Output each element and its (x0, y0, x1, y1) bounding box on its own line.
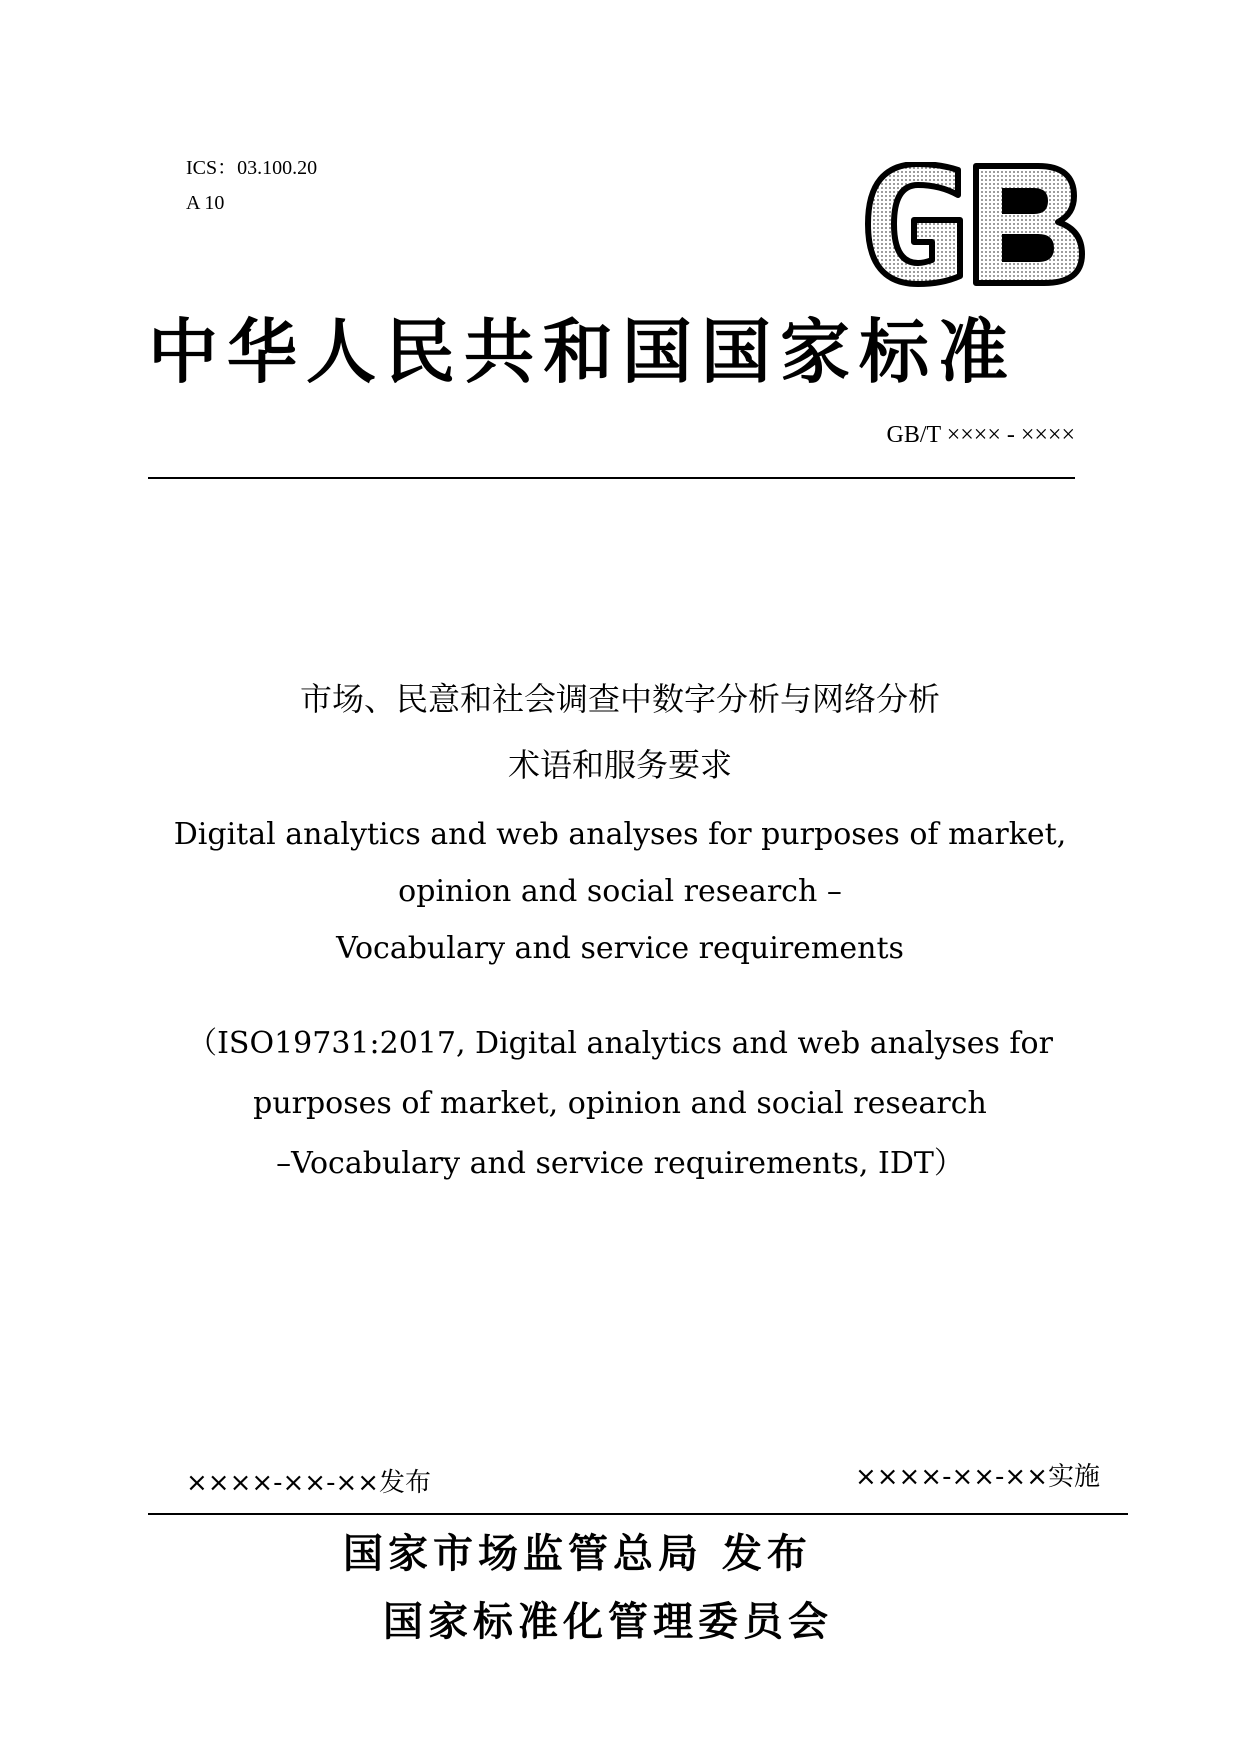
national-standard-title: 中华人民共和国国家标准 (148, 311, 1017, 393)
header-divider (148, 477, 1075, 479)
english-title-line-1: Digital analytics and web analyses for purposes of market, (173, 817, 1067, 852)
issuer-line-1: 国家市场监管总局 发布 (343, 1531, 812, 1577)
iso-reference-line-3: –Vocabulary and service requirements, IDT） (276, 1146, 964, 1181)
gb-logo-icon (860, 162, 1090, 287)
issuer-line-2: 国家标准化管理委员会 (383, 1599, 833, 1645)
english-title-line-2: opinion and social research – (398, 874, 842, 909)
implementation-date: ××××-××-××实施 (854, 1462, 1100, 1492)
release-date: ××××-××-××发布 (186, 1468, 432, 1498)
standard-number: GB/T ×××× - ×××× (886, 422, 1075, 448)
english-title-line-3: Vocabulary and service requirements (336, 931, 904, 966)
ics-code: ICS：03.100.20 (186, 157, 318, 179)
iso-reference-line-2: purposes of market, opinion and social research (253, 1086, 987, 1121)
footer-divider (148, 1513, 1128, 1515)
ccs-code: A 10 (186, 192, 225, 214)
chinese-title-line-2: 术语和服务要求 (507, 746, 732, 784)
iso-reference-line-1: （ISO19731:2017, Digital analytics and web analyses for (187, 1026, 1053, 1061)
chinese-title-line-1: 市场、民意和社会调查中数字分析与网络分析 (299, 680, 940, 718)
